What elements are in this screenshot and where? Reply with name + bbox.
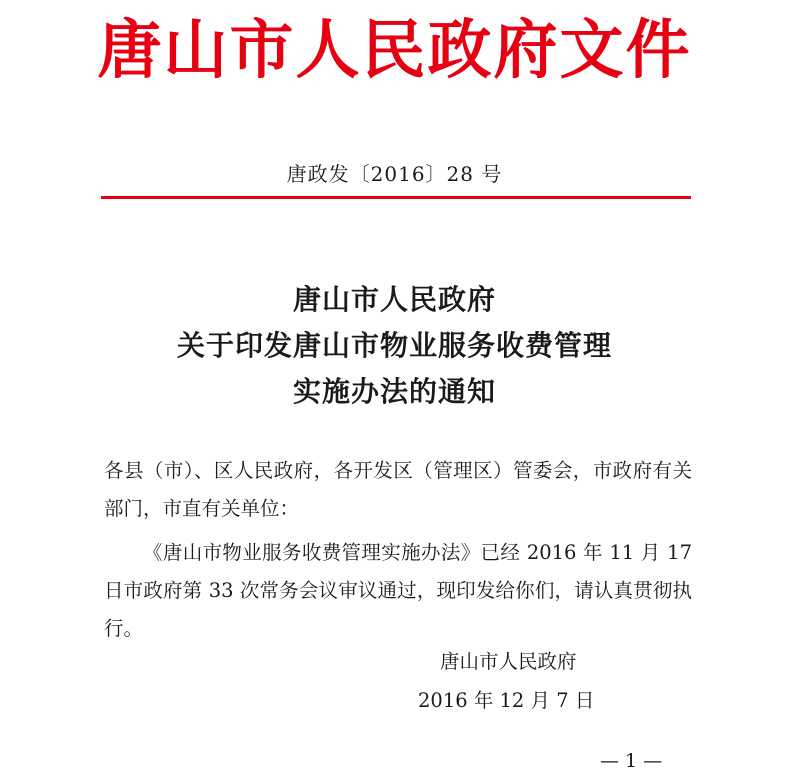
page-number: — 1 — bbox=[600, 750, 663, 772]
title-line-3: 实施办法的通知 bbox=[292, 375, 496, 408]
title-line-1: 唐山市人民政府 bbox=[292, 283, 496, 316]
addressee-paragraph: 各县（市）、区人民政府，各开发区（管理区）管委会，市政府有关部门，市直有关单位： bbox=[104, 459, 692, 520]
document-number: 唐政发〔2016〕28 号 bbox=[286, 162, 503, 186]
content-paragraph: 《唐山市物业服务收费管理实施办法》已经 2016 年 11 月 17 日市政府第 33 次常务会议审议通过，现印发给你们，请认真贯彻执行。 bbox=[104, 541, 692, 640]
issue-date: 2016 年 12 月 7 日 bbox=[418, 689, 595, 712]
title-line-2: 关于印发唐山市物业服务收费管理 bbox=[176, 329, 612, 362]
issuing-authority: 唐山市人民政府 bbox=[440, 650, 577, 673]
document-masthead: 唐山市人民政府文件 bbox=[97, 13, 692, 88]
document-title bbox=[0, 277, 789, 415]
red-divider-line bbox=[101, 196, 691, 199]
